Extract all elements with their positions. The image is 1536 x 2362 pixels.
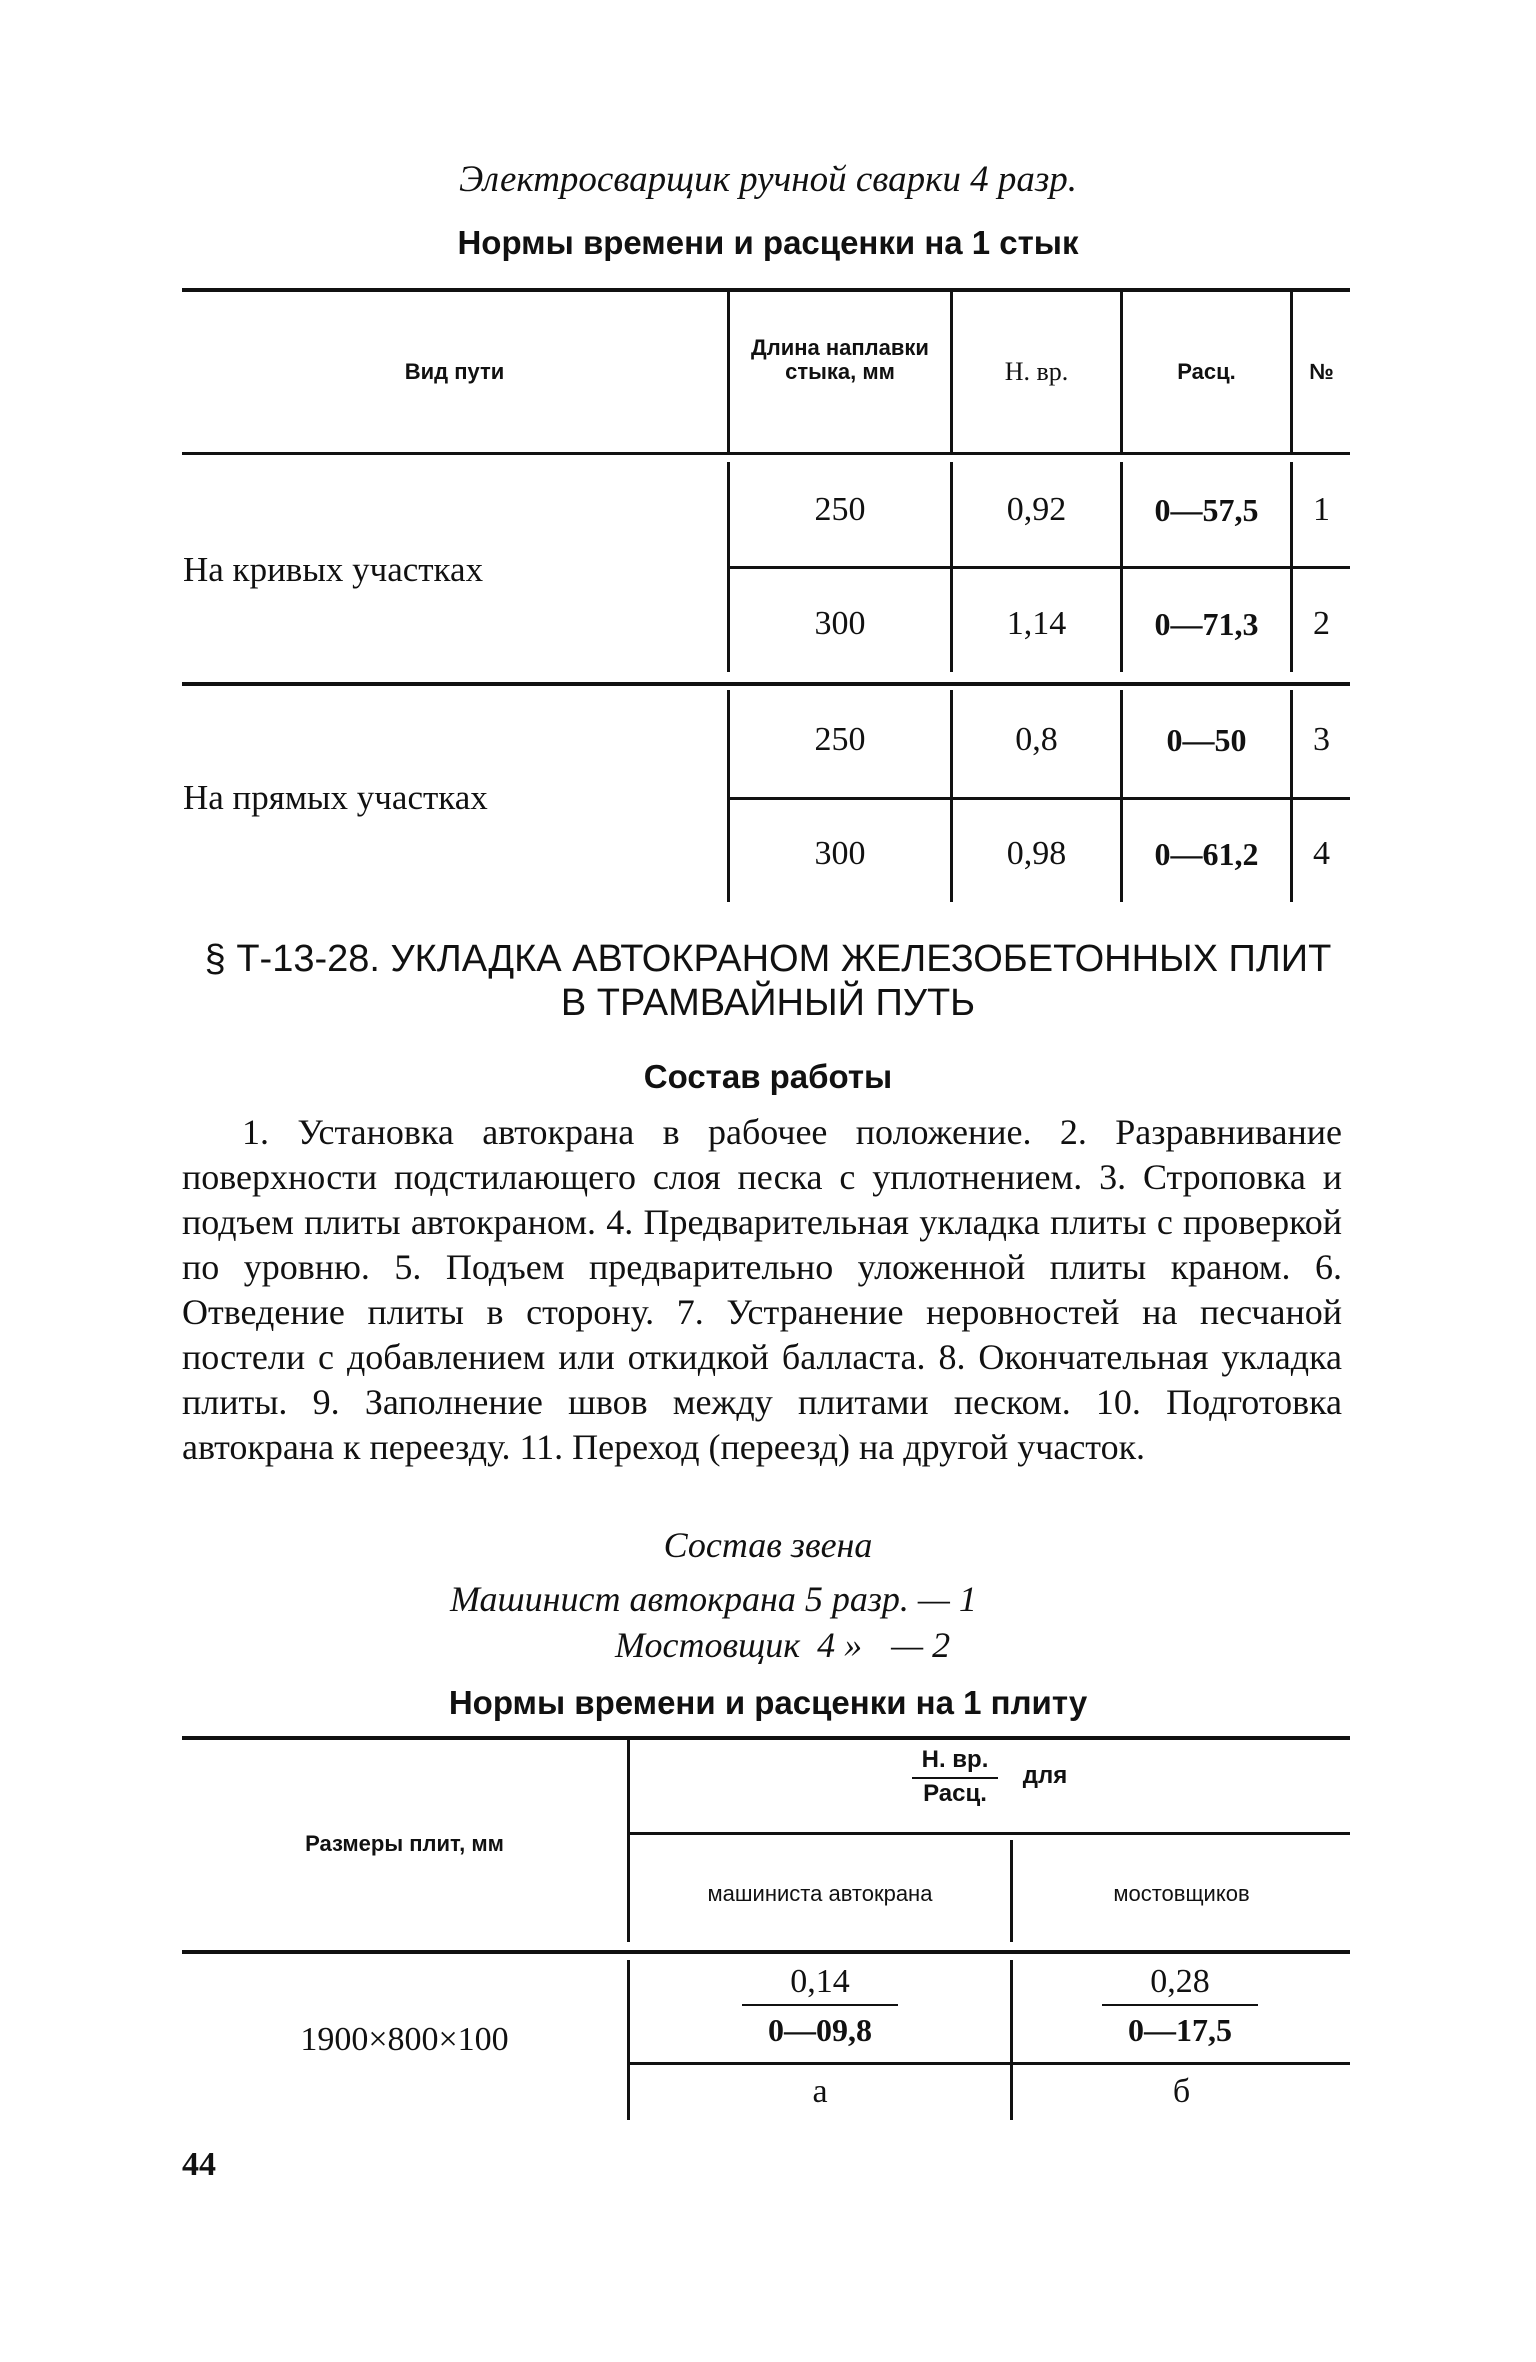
cell-operator-rate: 0—09,8 <box>768 2012 872 2048</box>
work-description: 1. Установка автокрана в рабочее положение. 2. Разравнивание поверхности подстилающего слоя песка с уплотнением. 3. Строповка и подъем плиты автокраном. 4. Предварительная укладка плиты с проверкой по уровню. 5. Подъем предварительно уложенной плиты краном. 6. Отведение плиты в сторону. 7. Устранение неровностей на песчаной постели с добавлением или откидкой балласта. 8. Окончательная укладка плиты. 9. Заполнение швов между плитами песком. 10. Подготовка автокрана к переезду. 11. Переход (переезд) на другой участок. <box>182 1112 1342 1467</box>
header-rate: Расц. <box>1177 359 1236 384</box>
group-label: На кривых участках <box>183 550 484 589</box>
cell-col-a: а <box>812 2073 828 2110</box>
cell-size: 1900×800×100 <box>300 2021 509 2058</box>
cell-num: 1 <box>1313 491 1330 528</box>
cell-length: 250 <box>814 491 866 528</box>
header-operator: машиниста автокрана <box>707 1881 933 1906</box>
cell-rate: 0—57,5 <box>1154 492 1259 528</box>
cell-time: 0,98 <box>1006 835 1067 872</box>
row-rule <box>730 566 1350 569</box>
crew-member <box>450 1578 977 1620</box>
cell-num: 3 <box>1313 721 1330 758</box>
crew-role: Машинист автокрана <box>450 1579 796 1619</box>
cell-bridge-rate: 0—17,5 <box>1128 2012 1232 2048</box>
crew-heading: Состав звена <box>663 1525 873 1565</box>
crew-role: Мостовщик <box>615 1625 801 1665</box>
norms-title-2: Нормы времени и расценки на 1 плиту <box>448 1684 1088 1721</box>
cell-length: 300 <box>814 605 866 642</box>
cell-length: 250 <box>814 721 866 758</box>
header-frac-top: Н. вр. <box>921 1746 989 1773</box>
norms-title: Нормы времени и расценки на 1 стык <box>457 224 1079 261</box>
crew-count: — 1 <box>917 1579 977 1619</box>
cell-num: 2 <box>1313 605 1330 642</box>
table-top-rule <box>182 1736 1350 1740</box>
cell-rate: 0—50 <box>1166 722 1247 758</box>
crew-grade: 4 » <box>817 1625 863 1665</box>
header-for: для <box>1022 1762 1068 1789</box>
header-sizes: Размеры плит, мм <box>305 1831 504 1856</box>
row-rule <box>730 797 1350 800</box>
fraction-line <box>912 1777 998 1779</box>
cell-time: 0,92 <box>1006 491 1067 528</box>
crew-member <box>615 1624 950 1666</box>
header-frac-bottom: Расц. <box>923 1780 987 1807</box>
fraction-line <box>1102 2004 1258 2006</box>
section-title-line-2: В ТРАМВАЙНЫЙ ПУТЬ <box>560 982 976 1024</box>
fraction-line <box>742 2004 898 2006</box>
cell-num: 4 <box>1313 835 1330 872</box>
col-divider <box>627 1740 630 1942</box>
header-time: Н. вр. <box>1004 357 1069 386</box>
row-rule <box>630 2062 1350 2065</box>
work-heading: Состав работы <box>643 1058 893 1095</box>
cell-length: 300 <box>814 835 866 872</box>
cell-bridge-time: 0,28 <box>1150 1963 1210 2000</box>
table-header-rule <box>182 1950 1350 1954</box>
page-number: 44 <box>182 2146 216 2183</box>
cell-operator-time: 0,14 <box>790 1963 850 2000</box>
header-track-type: Вид пути <box>404 359 505 384</box>
cell-rate: 0—61,2 <box>1154 836 1259 872</box>
cell-col-b: б <box>1172 2073 1191 2110</box>
group-label: На прямых участках <box>183 778 488 817</box>
header-num: № <box>1309 359 1334 384</box>
group-rule <box>182 682 1350 686</box>
crew-count: — 2 <box>891 1625 951 1665</box>
cell-rate: 0—71,3 <box>1154 606 1259 642</box>
table-header-rule <box>182 452 1350 455</box>
table-top-rule <box>182 288 1350 292</box>
section-title-line-1: § Т-13-28. УКЛАДКА АВТОКРАНОМ ЖЕЛЕЗОБЕТОННЫХ ПЛИТ <box>204 938 1332 980</box>
subheader-rule <box>630 1832 1350 1835</box>
worker-title: Электросварщик ручной сварки 4 разр. <box>458 159 1078 200</box>
cell-time: 1,14 <box>1006 605 1067 642</box>
header-length: Длина наплавки стыка, мм <box>751 335 929 384</box>
header-bridgemen: мостовщиков <box>1113 1881 1250 1906</box>
crew-grade: 5 разр. <box>804 1579 909 1619</box>
cell-time: 0,8 <box>1015 721 1058 758</box>
